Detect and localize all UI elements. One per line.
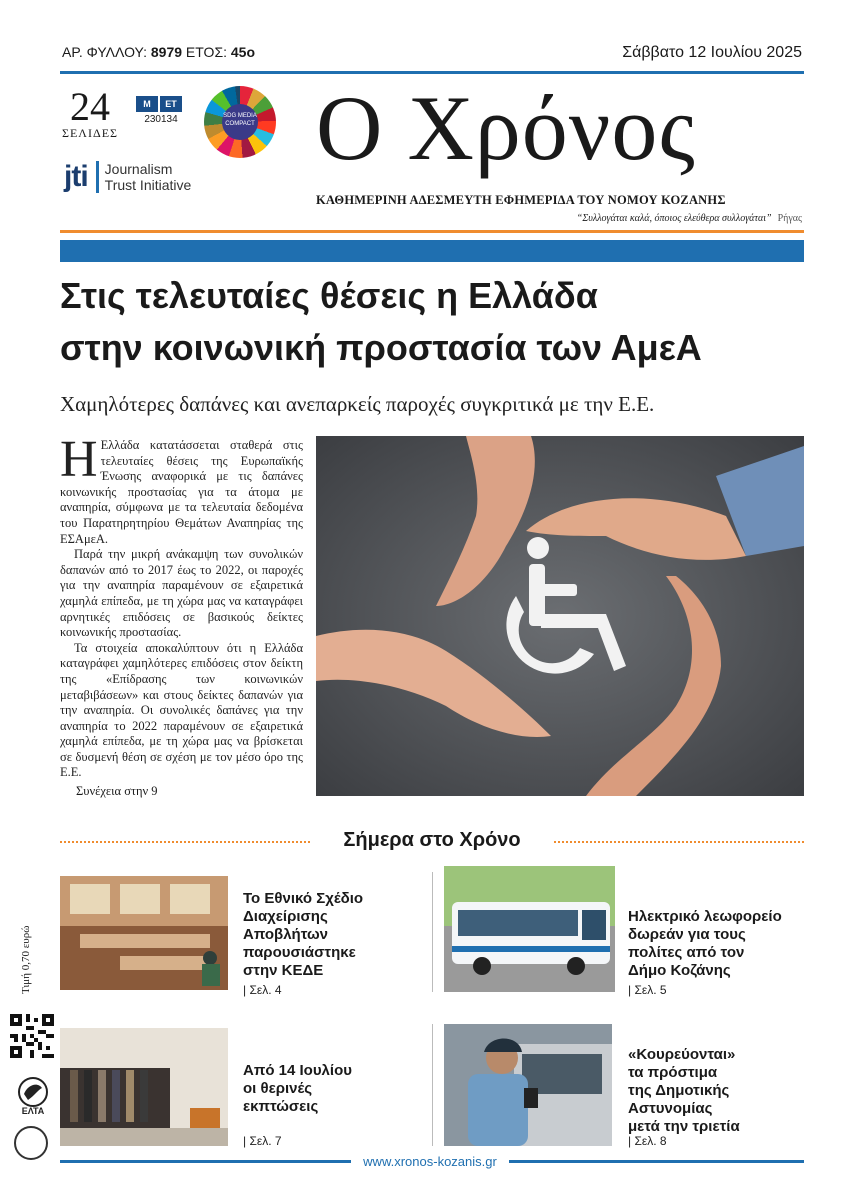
price-label: Τιμή 0,70 ευρώ: [20, 925, 32, 994]
elta-label: ΕΛΤΑ: [21, 1106, 45, 1116]
teaser-divider: [432, 1024, 433, 1146]
teaser-title-police[interactable]: «Κουρεύονται» τα πρόστιμα της Δημοτικής Αστυνομίας μετά την τριετία: [628, 1046, 740, 1135]
met-badge: [136, 96, 186, 125]
teaser-photo-sales[interactable]: [60, 1028, 228, 1146]
lead-body: Η Ελλάδα κατατάσσεται σταθερά στις τελευταίες θέσεις της Ευρωπαϊκής Ένωσης αναφορικά με τις δαπάνες κοινωνικής προστασίας για τα άτομα με αναπηρία, σύμφωνα με τα τελευταία δεδομένα του Παρατηρητηρίου Θεμάτων Αναπηρίας της ΕΣΑμεΑ. Παρά την μικρή ανάκαμψη των συνολικών δαπανών από το 2017 έως το 2022, οι παροχές για την αναπηρία παραμένουν σε εξαιρετικά χαμηλά επίπεδα, με τη χώρα μας να καταγράφει αρνητικές επιδόσεις σε βασικούς δείκτες κοινωνικής προστασίας. Τα στοιχεία αποκαλύπτουν ότι η Ελλάδα καταγράφει χαμηλότερες επιδόσεις στον δείκτη της «Επίδρασης των κοινωνικών μεταβιβάσεων» και στους δείκτες δαπανών για την αναπηρία. Οι συνολικές δαπάνες για την αναπηρία το 2022 παραμένουν σε εξαιρετικά χαμηλά επίπεδα, με τη χώρα μας να βρίσκεται σε δυσμενή θέση σε σχέση με τον μέσο όρο της Ε.Ε.: [60, 431, 303, 780]
teaser-title-sales[interactable]: Από 14 Ιουλίου οι θερινές εκπτώσεις: [243, 1062, 352, 1115]
jti-logo: jti Journalism Trust Initiative: [64, 160, 192, 193]
year-value: 45ο: [230, 44, 256, 60]
teaser-photo-kede[interactable]: [60, 876, 228, 990]
teaser-photo-bus[interactable]: [444, 866, 615, 992]
section-title: Σήμερα στο Χρόνο: [343, 829, 521, 851]
blue-band: [60, 240, 804, 262]
hands-wheelchair-image: [316, 436, 804, 796]
issue-date: Σάββατο 12 Ιουλίου 2025: [622, 44, 802, 61]
newspaper-title: Ο Χρόνος: [316, 77, 696, 179]
issue-number: 8979: [150, 44, 183, 60]
teaser-page-police[interactable]: | Σελ. 8: [628, 1134, 667, 1148]
teaser-page-kede[interactable]: | Σελ. 4: [243, 983, 282, 997]
continued-link[interactable]: Συνέχεια στην 9: [76, 784, 158, 798]
met-letter-et: ΕΤ: [160, 96, 182, 112]
met-code: 230134: [144, 114, 178, 125]
met-letter-m: Μ: [136, 96, 158, 112]
top-rule: [60, 71, 804, 74]
teaser-title-bus[interactable]: Ηλεκτρικό λεωφορείο δωρεάν για τους πολίτες από τον Δήμο Κοζάνης: [628, 908, 782, 979]
issue-info: ΑΡ. ΦΥΛΛΟΥ: 8979 ΕΤΟΣ: 45ο: [62, 44, 256, 60]
dropcap: Η: [60, 431, 98, 488]
lead-deck: Χαμηλότερες δαπάνες και ανεπαρκείς παροχές συγκριτικά με την Ε.Ε.: [60, 392, 655, 416]
qr-code-icon[interactable]: [10, 1014, 54, 1058]
website-link[interactable]: www.xronos-kozanis.gr: [0, 1154, 860, 1169]
masthead-rule: [60, 230, 804, 233]
teaser-page-sales[interactable]: | Σελ. 7: [243, 1134, 282, 1148]
sdg-media-compact-logo: SDG MEDIA COMPACT: [204, 86, 276, 158]
teaser-title-kede[interactable]: Το Εθνικό Σχέδιο Διαχείρισης Αποβλήτων παρουσιάστηκε στην ΚΕΔΕ: [243, 890, 364, 979]
motto: “Συλλογάται καλά, όποιος ελεύθερα συλλογάται” Ρήγας: [576, 213, 802, 224]
elta-logo: [14, 1076, 52, 1116]
section-header: [60, 828, 804, 852]
teaser-page-bus[interactable]: | Σελ. 5: [628, 983, 667, 997]
teaser-divider: [432, 872, 433, 992]
teaser-photo-police[interactable]: [444, 1024, 612, 1146]
newspaper-subtitle: ΚΑΘΗΜΕΡΙΝΗ ΑΔΕΣΜΕΥΤΗ ΕΦΗΜΕΡΙΔΑ ΤΟΥ ΝΟΜΟΥ ΚΟΖΑΝΗΣ: [316, 193, 726, 207]
page-count: 24 ΣΕΛΙΔΕΣ: [61, 84, 119, 140]
lead-photo: [316, 436, 804, 796]
lead-headline: Στις τελευταίες θέσεις η Ελλάδα στην κοινωνική προστασία των ΑμεΑ: [60, 275, 702, 368]
